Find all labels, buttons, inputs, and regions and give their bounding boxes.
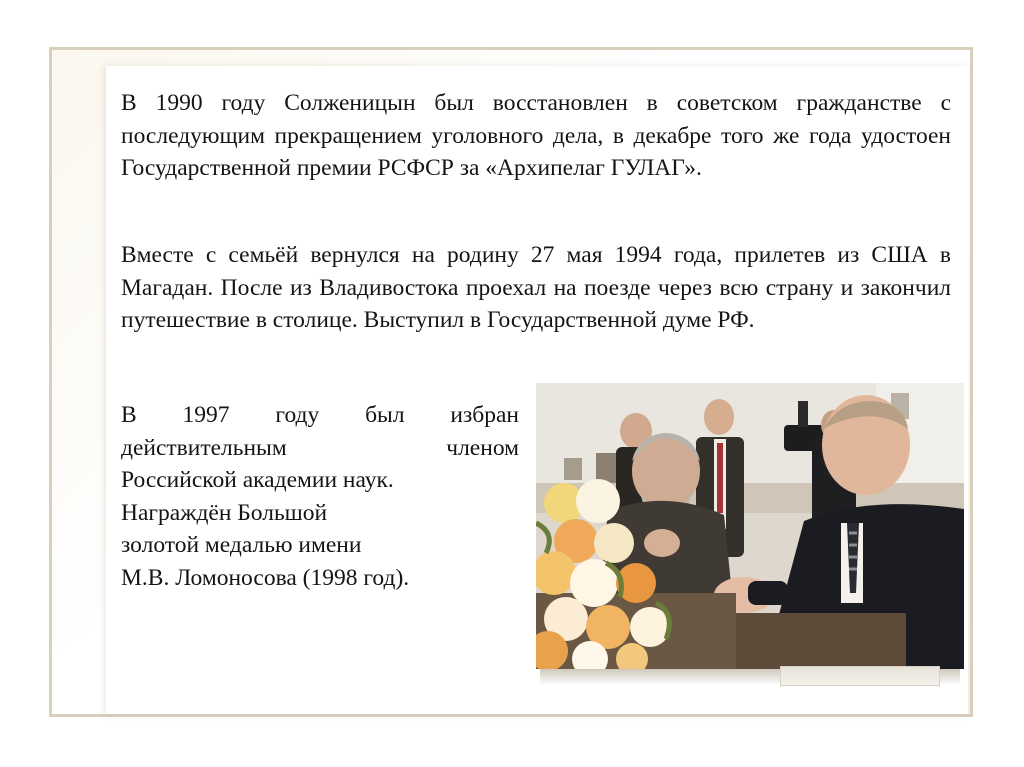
paragraph-3-line-4: Награждён Большой (121, 499, 328, 526)
paragraph-3-line-3: Российской академии наук. (121, 467, 394, 493)
paragraph-1994-return: Вместе с семьёй вернулся на родину 27 мая 1994 года, прилетев из США в Магадан. После из Владивостока проехал на поезде через всю страну и закончил путешествие в столице. Выступил в Государственной думе РФ. (121, 242, 951, 333)
paragraph-3-line-1: В 1997 году был избран (121, 402, 519, 428)
paragraph-3-line-5: золотой медалью имени (121, 532, 362, 558)
meeting-photo (536, 383, 964, 669)
paragraph-1990-citizenship: В 1990 году Солженицын был восстановлен в советском гражданстве с последующим прекращением уголовного дела, в декабре того же года удостоен Государственной премии РСФСР за «Архипелаг ГУЛАГ». (121, 90, 951, 181)
paragraph-3-line-2: действительным членом (121, 434, 519, 461)
paragraph-3-line-6: М.В. Ломоносова (1998 год). (121, 564, 410, 591)
paragraph-1997-academy (121, 399, 519, 594)
photo-tape-strip (780, 666, 940, 686)
